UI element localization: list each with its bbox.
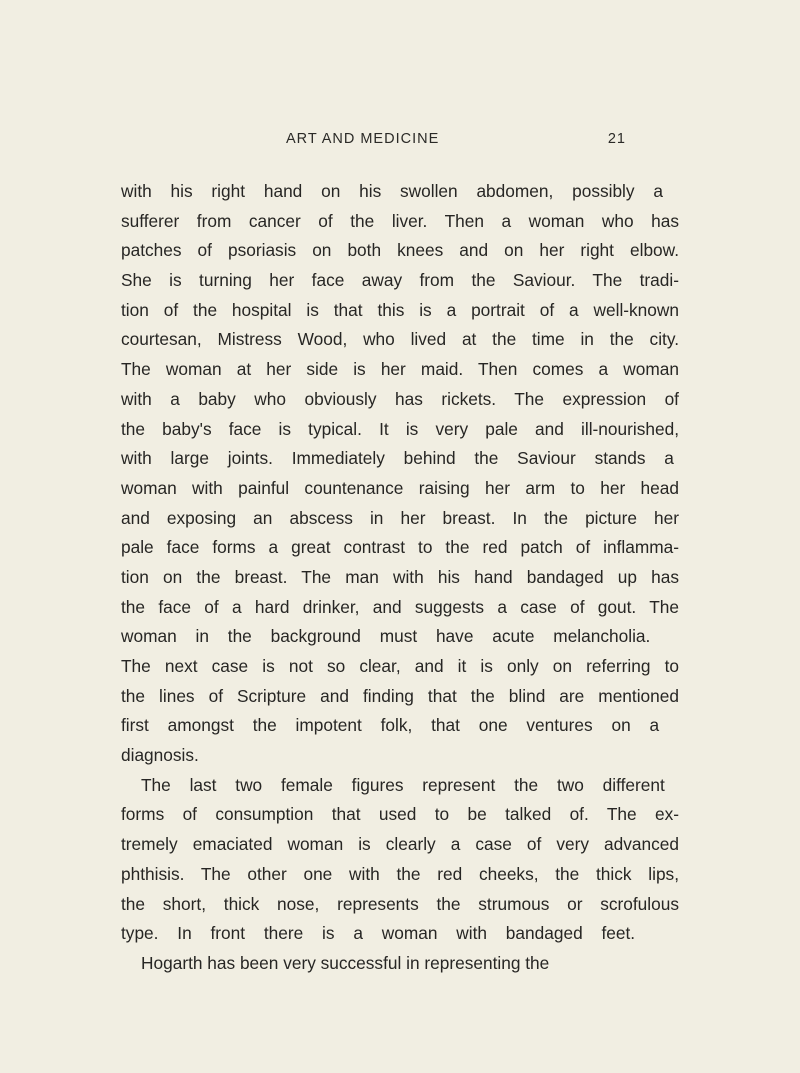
text-line [0, 504, 800, 534]
text-line-content: tion on the breast. The man with his hand bandaged up has [121, 566, 679, 587]
text-line-content: Hogarth has been very successful in representing the [141, 952, 550, 973]
text-line [0, 890, 800, 920]
text-line-content: with a baby who obviously has rickets. The expression of [121, 388, 679, 409]
text-line-content: forms of consumption that used to be talked of. The ex- [121, 804, 679, 825]
running-title: ART AND MEDICINE [286, 131, 440, 147]
text-line-content: the baby's face is typical. It is very pale and ill-nourished, [121, 418, 679, 439]
text-line-content: type. In front there is a woman with bandaged feet. [121, 923, 636, 944]
running-head [286, 131, 512, 151]
text-line [0, 860, 800, 890]
text-line [0, 711, 800, 741]
text-line-content: pale face forms a great contrast to the red patch of inflamma- [121, 537, 679, 558]
text-line [0, 296, 800, 326]
text-line [0, 385, 800, 415]
text-line [0, 415, 800, 445]
text-line [0, 949, 800, 979]
text-line-content: tremely emaciated woman is clearly a case of very advanced [121, 834, 679, 855]
text-line [0, 325, 800, 355]
text-line-content: The woman at her side is her maid. Then comes a woman [121, 359, 679, 380]
text-line [0, 622, 800, 652]
text-line-content: patches of psoriasis on both knees and on her right elbow. [121, 240, 679, 261]
text-line [0, 207, 800, 237]
text-line-content: She is turning her face away from the Saviour. The tradi- [121, 270, 679, 291]
text-line [0, 800, 800, 830]
text-line [0, 563, 800, 593]
text-line-content: the short, thick nose, represents the strumous or scrofulous [121, 893, 679, 914]
text-line-content: phthisis. The other one with the red cheeks, the thick lips, [121, 863, 679, 884]
text-line-content: tion of the hospital is that this is a portrait of a well-known [121, 299, 679, 320]
text-line-content: with large joints. Immediately behind the Saviour stands a [121, 448, 674, 469]
text-line [0, 593, 800, 623]
text-line-content: courtesan, Mistress Wood, who lived at the time in the city. [121, 329, 679, 350]
text-line-content: first amongst the impotent folk, that one ventures on a [121, 715, 660, 736]
text-line-content: the lines of Scripture and finding that the blind are mentioned [121, 685, 679, 706]
text-line-content: The last two female figures represent the two different [141, 774, 665, 795]
text-line [0, 652, 800, 682]
text-line-content: with his right hand on his swollen abdomen, possibly a [121, 181, 663, 201]
text-line [0, 444, 800, 474]
text-line [0, 771, 800, 801]
text-line [0, 236, 800, 266]
text-line [0, 355, 800, 385]
text-line [0, 177, 800, 207]
page-number: 21 [607, 131, 626, 147]
text-line-content: sufferer from cancer of the liver. Then a woman who has [121, 210, 679, 231]
text-line [0, 533, 800, 563]
text-line-content: diagnosis. [121, 745, 199, 766]
text-line-content: woman with painful countenance raising her arm to her head [121, 477, 679, 498]
text-line-content: woman in the background must have acute melancholia. [121, 626, 651, 647]
text-line [0, 682, 800, 712]
text-line [0, 919, 800, 949]
body-text [0, 177, 800, 979]
text-line [0, 741, 800, 771]
text-line-content: and exposing an abscess in her breast. In the picture her [121, 507, 679, 528]
text-line [0, 266, 800, 296]
text-line [0, 830, 800, 860]
text-line-content: The next case is not so clear, and it is only on referring to [121, 656, 679, 676]
text-line [0, 474, 800, 504]
text-line-content: the face of a hard drinker, and suggests a case of gout. The [121, 596, 679, 617]
